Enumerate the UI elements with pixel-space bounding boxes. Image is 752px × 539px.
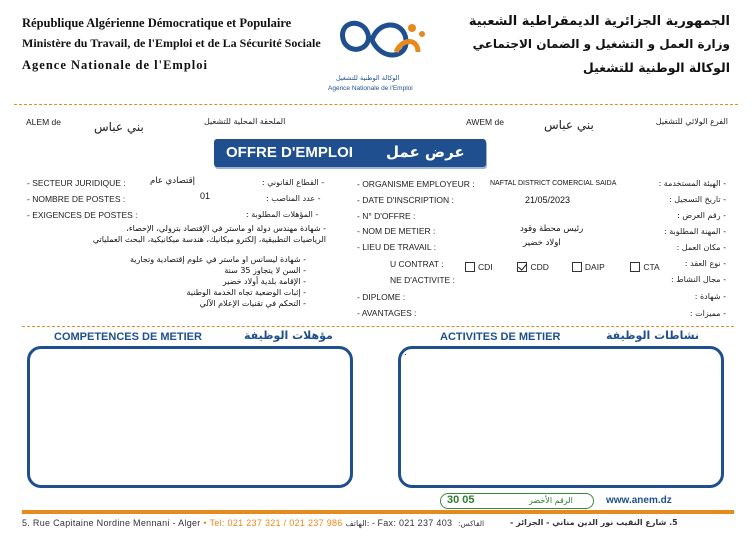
header-ar-line2: وزارة العمل و التشغيل و الضمان الاجتماعي <box>472 37 730 51</box>
checkbox[interactable] <box>630 262 640 272</box>
awem-value: بني عباس <box>544 118 594 132</box>
lieu-ar-label: - مكان العمل : <box>676 243 726 252</box>
checkbox-checked[interactable] <box>517 262 527 272</box>
avantages-ar-label: - مميزات : <box>689 309 726 318</box>
contrat-ar-label: - نوع العقد : <box>684 259 726 268</box>
activites-title: ACTIVITES DE METIER <box>440 331 561 343</box>
logo-ar-name: الوكالة الوطنية للتشغيل <box>336 74 400 82</box>
date-value: 21/05/2023 <box>525 195 571 205</box>
exigence-item: - السن لا يتجاوز 35 سنة <box>224 266 306 275</box>
contrat-options <box>465 258 670 276</box>
exigence-item: - الإقامة بلدية أولاد خضير <box>222 277 306 286</box>
offre-label: - N° D'OFFRE : <box>357 211 416 221</box>
alem-value: بني عباس <box>94 120 144 134</box>
metier-value: رئيس محطة وقود <box>520 224 584 234</box>
logo-fr-name: Agence Nationale de l'Emploi <box>328 85 413 92</box>
footer-address-fr <box>22 518 452 528</box>
secteur-value: إقتصادي عام <box>150 176 196 186</box>
competences-title: COMPETENCES DE METIER <box>54 331 202 343</box>
competences-box <box>27 346 353 488</box>
diplome-ar-label: - شهادة : <box>694 292 726 301</box>
section-divider <box>22 326 734 327</box>
contrat-label: U CONTRAT : <box>390 259 444 269</box>
competences-ar-title: مؤهلات الوظيفة <box>244 329 333 342</box>
header-ar-line3: الوكالة الوطنية للتشغيل <box>582 60 730 75</box>
date-label: - DATE D'INSCRIPTION : <box>357 195 454 205</box>
footer-fax: - Fax: 021 237 403 <box>371 518 453 528</box>
postes-value: 01 <box>200 191 211 201</box>
footer-address-ar: 5. شارع النقيب نور الدين مناني - الجزائر - <box>510 518 678 527</box>
postes-label: - NOMBRE DE POSTES : <box>27 194 126 204</box>
exigence-item: - شهادة ليسانس او ماستر في علوم إقتصادية وتجارية <box>130 255 306 264</box>
footer-bar <box>22 510 734 514</box>
awem-ar-label: الفرع الولائي للتشغيل <box>655 117 728 126</box>
avantages-label: - AVANTAGES : <box>357 308 417 318</box>
exigence-item: الرياضيات التطبيقية، إلكترو ميكانيك، هندسة ميكانيكية، البحث العملياتي <box>92 235 326 244</box>
exigence-item: - التحكم في تقنيات الإعلام الآلي <box>199 299 306 308</box>
date-ar-label: - تاريخ التسجيل : <box>669 195 726 204</box>
awem-label: AWEM de <box>466 117 504 127</box>
metier-label: - NOM DE METIER : <box>357 226 436 236</box>
contrat-option-cdi[interactable]: CDI <box>465 258 513 276</box>
lieu-label: - LIEU DE TRAVAIL : <box>357 242 437 252</box>
website-link[interactable]: www.anem.dz <box>606 495 672 506</box>
exigences-ar-label: - المؤهلات المطلوبة : <box>246 210 319 219</box>
exigence-item: - شهادة مهندس دولة او ماستر في الإقتصاد بترولي، الإحصاء، <box>126 224 326 233</box>
lieu-value: اولاد خضير <box>523 238 561 248</box>
address-fr: 5. Rue Capitaine Nordine Mennani - Alger <box>22 518 201 528</box>
header-fr-line1: République Algérienne Démocratique et Populaire <box>22 16 292 30</box>
activites-ar-title: نشاطات الوظيفة <box>606 329 700 342</box>
secteur-label: - SECTEUR JURIDIQUE : <box>27 178 126 188</box>
organisme-value: NAFTAL DISTRICT COMERCIAL SAIDA <box>490 180 617 187</box>
checkbox[interactable] <box>465 262 475 272</box>
exigences-list <box>80 223 326 309</box>
green-label: الرقم الأخضر <box>529 496 573 505</box>
organisme-label: - ORGANISME EMPLOYEUR : <box>357 179 475 189</box>
footer-tel: • Tel: 021 237 321 / 021 237 986 <box>203 518 343 528</box>
secteur-ar-label: - القطاع القانوني : <box>262 178 325 187</box>
header-divider <box>14 104 738 105</box>
metier-ar-label: - المهنة المطلوبة : <box>663 227 726 236</box>
organisme-ar-label: - الهيئة المستخدمة : <box>658 179 726 188</box>
exigences-label: - EXIGENCES DE POSTES : <box>27 210 138 220</box>
title-banner <box>214 139 486 167</box>
header-ar-line1: الجمهورية الجزائرية الديمقراطية الشعبية <box>468 14 730 29</box>
offre-ar-label: - رقم العرض : <box>677 211 726 220</box>
alem-label: ALEM de <box>26 117 61 127</box>
green-number: 30 05 <box>447 494 475 506</box>
anem-logo-mark <box>322 12 438 72</box>
title-ar: عرض عمل <box>386 143 465 161</box>
exigence-item: - إثبات الوضعية تجاه الخدمة الوطنية <box>186 288 306 297</box>
postes-ar-label: - عدد المناصب : <box>266 194 321 203</box>
contrat-option-daip[interactable]: DAIP <box>572 258 626 276</box>
title-fr: OFFRE D'EMPLOI <box>226 144 353 161</box>
header-fr-line2: Ministère du Travail, de l'Emploi et de La Sécurité Sociale <box>22 36 321 50</box>
footer-tel-ar: الهاتف: <box>345 519 370 528</box>
activites-content: . <box>404 347 407 358</box>
activites-box <box>398 346 724 488</box>
contrat-option-cta[interactable]: CTA <box>630 258 670 276</box>
activite-label: NE D'ACTIVITE : <box>390 275 455 285</box>
contrat-option-cdd[interactable]: CDD <box>517 258 567 276</box>
activite-ar-label: - مجال النشاط : <box>671 275 726 284</box>
anem-logo <box>322 12 438 98</box>
green-number-badge <box>440 493 594 509</box>
footer-fax-ar: الفاكس: <box>458 519 485 528</box>
diplome-label: - DIPLOME : <box>357 292 406 302</box>
header-fr-line3: Agence Nationale de l'Emploi <box>22 58 208 72</box>
checkbox[interactable] <box>572 262 582 272</box>
alem-ar-label: الملحقة المحلية للتشغيل <box>204 117 286 126</box>
